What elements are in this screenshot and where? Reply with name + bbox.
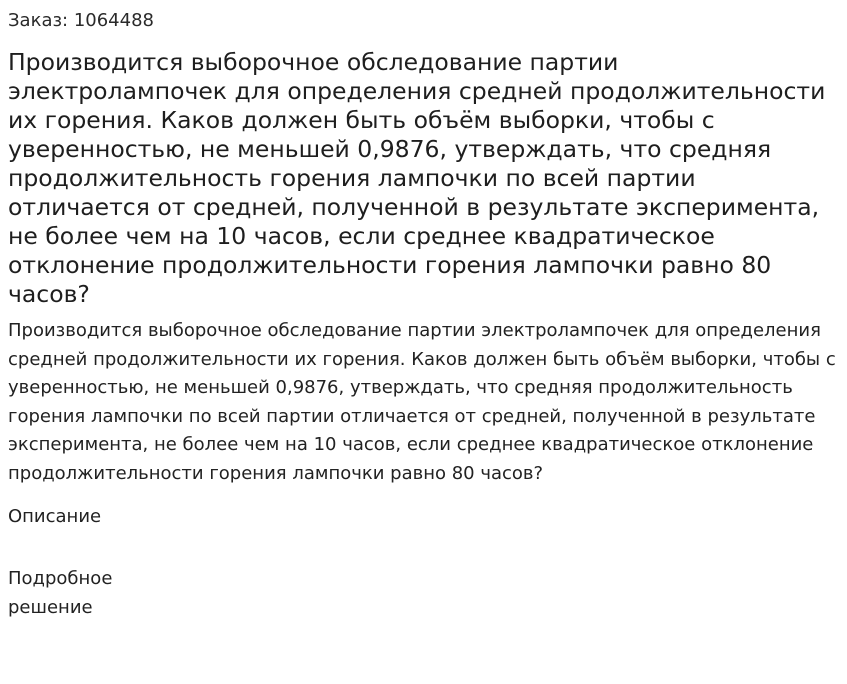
task-title: Производится выборочное обследование партии электролампочек для определения средней продолжительности их горения. Каков должен быть объём выборки, чтобы с уверенностью, не меньшей 0,9876, утверждать, что средняя продолжительность горения лампочки по всей партии отличается от средней, полученной в результате эксперимента, не более чем на 10 часов, если среднее квадратическое отклонение продолжительности горения лампочки равно 80 часов? <box>8 48 826 308</box>
detailed-solution-label: Подробное решение <box>8 568 113 618</box>
task-text: Производится выборочное обследование партии электролампочек для определения средней продолжительности их горения. Каков должен быть объём выборки, чтобы с уверенностью, не меньшей 0,9876, утверждать, что средняя продолжительность горения лампочки по всей партии отличается от средней, полученной в результате эксперимента, не более чем на 10 часов, если среднее квадратическое отклонение продолжительности горения лампочки равно 80 часов? <box>8 320 836 484</box>
order-number: Заказ: 1064488 <box>8 10 154 31</box>
description-label: Описание <box>8 506 102 527</box>
